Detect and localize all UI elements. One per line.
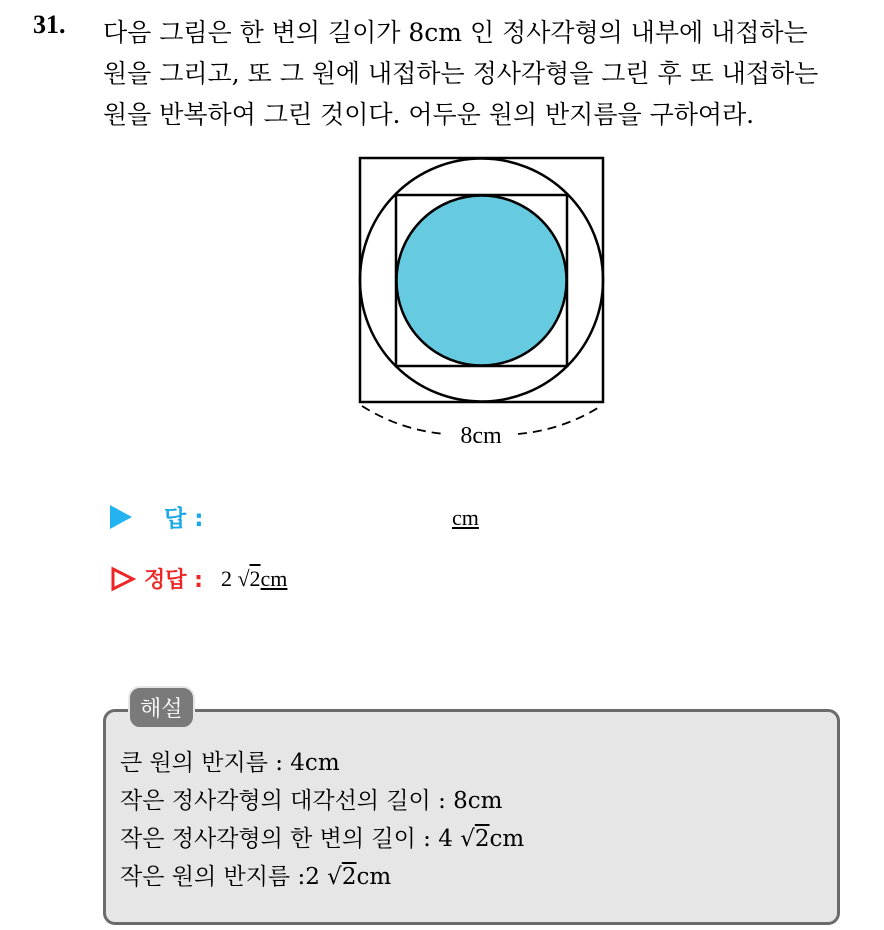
question-number: 31. xyxy=(33,10,66,39)
explanation-prefix: 작은 정사각형의 한 변의 길이 : 4 xyxy=(120,826,461,852)
measure-arc-left xyxy=(362,406,445,434)
answer-label: 답 : xyxy=(164,506,204,532)
explanation-line: 큰 원의 반지름 : 4cm xyxy=(120,750,340,776)
question-line: 원을 반복하여 그린 것이다. 어두운 원의 반지름을 구하여라. xyxy=(103,100,755,129)
question-line: 원을 그리고, 또 그 원에 내접하는 정사각형을 그린 후 또 내접하는 xyxy=(103,59,819,88)
explanation-radicand: 2 xyxy=(474,826,490,852)
explanation-suffix: cm xyxy=(356,864,392,890)
question-text xyxy=(103,12,873,135)
explanation-lines xyxy=(120,744,524,896)
play-triangle-icon xyxy=(110,505,132,529)
correct-unit: cm xyxy=(260,565,288,591)
explanation-radicand: 2 xyxy=(341,864,357,890)
explanation-line: 작은 정사각형의 한 변의 길이 : 4 √2cm xyxy=(120,826,525,852)
correct-answer-value: 2 √2cm xyxy=(220,565,288,591)
correct-coef: 2 xyxy=(220,565,232,591)
correct-answer-label: 정답 : xyxy=(144,568,203,593)
explanation-suffix: cm xyxy=(489,826,525,852)
geometry-figure xyxy=(350,150,614,454)
question-line: 다음 그림은 한 변의 길이가 8cm 인 정사각형의 내부에 내접하는 xyxy=(103,18,808,47)
answer-row xyxy=(110,500,203,533)
answer-blank-unit: cm xyxy=(452,505,479,530)
shaded-circle xyxy=(397,196,567,366)
explanation-prefix: 작은 원의 반지름 :2 xyxy=(120,864,328,890)
correct-answer-row xyxy=(110,563,287,594)
side-length-label: 8cm xyxy=(460,423,502,449)
figure-svg xyxy=(350,150,614,450)
measure-arc-right xyxy=(518,406,601,434)
explanation-tag: 해설 xyxy=(128,686,195,729)
outline-triangle-icon xyxy=(110,566,136,592)
explanation-line: 작은 원의 반지름 :2 √2cm xyxy=(120,864,392,890)
explanation-line: 작은 정사각형의 대각선의 길이 : 8cm xyxy=(120,788,503,814)
correct-radicand: 2 xyxy=(249,565,261,591)
